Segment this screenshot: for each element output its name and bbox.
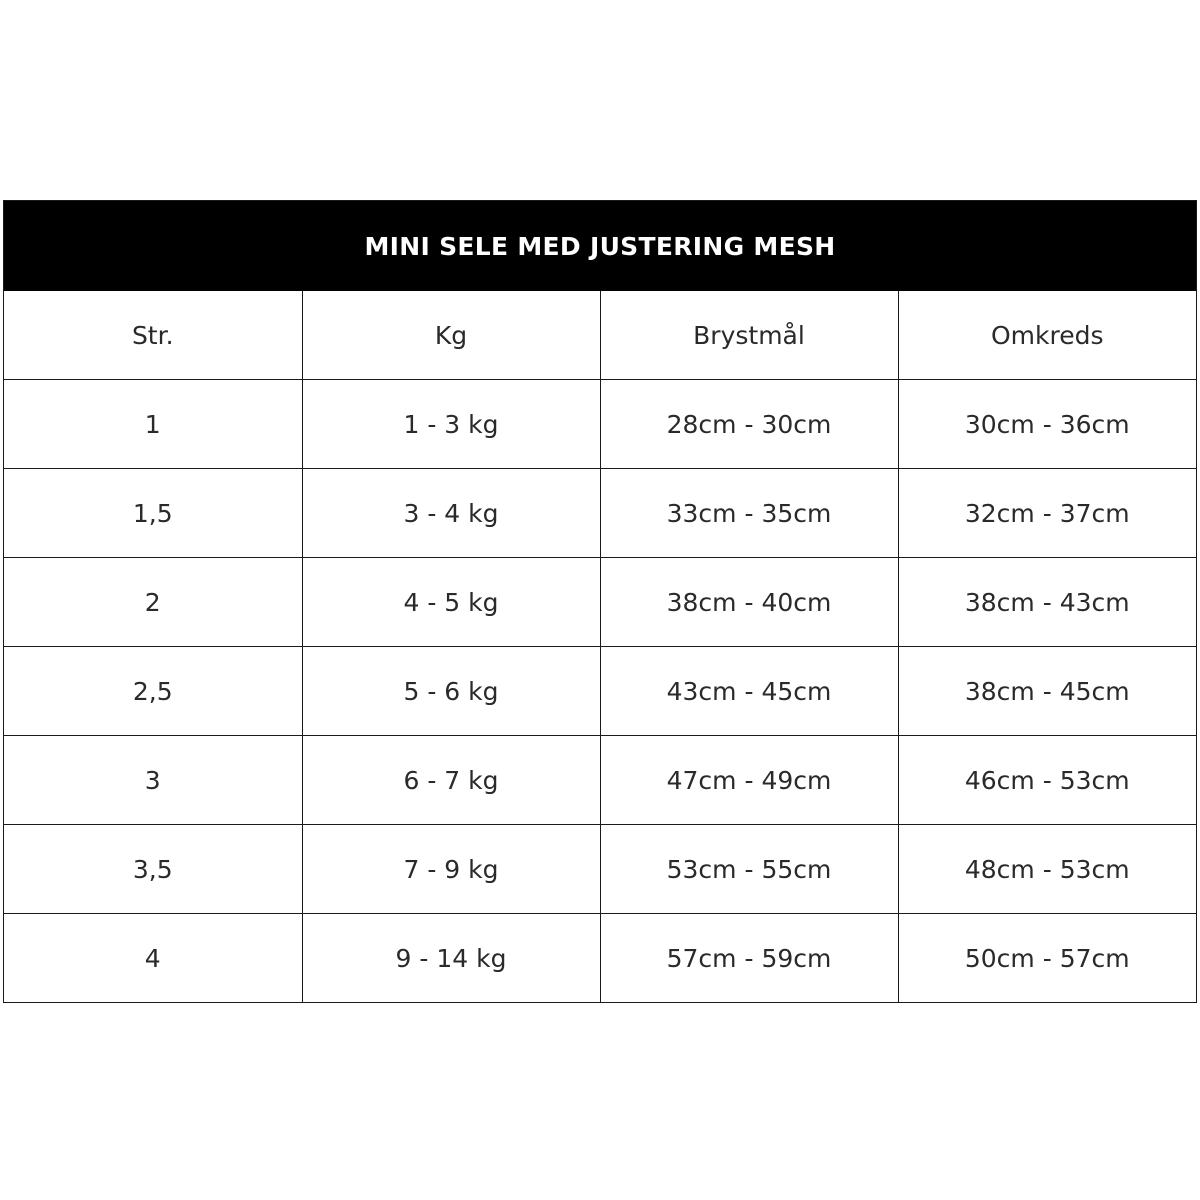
cell-weight: 3 - 4 kg xyxy=(302,469,600,558)
cell-girth: 32cm - 37cm xyxy=(898,469,1196,558)
cell-girth: 46cm - 53cm xyxy=(898,736,1196,825)
cell-size: 4 xyxy=(4,914,302,1003)
cell-chest: 53cm - 55cm xyxy=(600,825,898,914)
table-row xyxy=(4,647,1196,736)
table-header-row xyxy=(4,291,1196,380)
column-header-size: Str. xyxy=(131,320,174,350)
chart-title: MINI SELE MED JUSTERING MESH xyxy=(4,201,1196,291)
table-row xyxy=(4,469,1196,558)
cell-chest: 38cm - 40cm xyxy=(600,558,898,647)
table-row xyxy=(4,558,1196,647)
cell-size: 3,5 xyxy=(4,825,302,914)
cell-weight: 6 - 7 kg xyxy=(302,736,600,825)
cell-chest: 57cm - 59cm xyxy=(600,914,898,1003)
cell-size: 2 xyxy=(4,558,302,647)
table-row xyxy=(4,380,1196,469)
cell-weight: 5 - 6 kg xyxy=(302,647,600,736)
cell-size: 1,5 xyxy=(4,469,302,558)
cell-chest: 28cm - 30cm xyxy=(600,380,898,469)
cell-chest: 47cm - 49cm xyxy=(600,736,898,825)
cell-size: 1 xyxy=(4,380,302,469)
cell-girth: 30cm - 36cm xyxy=(898,380,1196,469)
table-row xyxy=(4,825,1196,914)
size-table xyxy=(4,291,1196,1002)
size-chart xyxy=(3,200,1197,1003)
cell-chest: 43cm - 45cm xyxy=(600,647,898,736)
cell-weight: 7 - 9 kg xyxy=(302,825,600,914)
cell-girth: 48cm - 53cm xyxy=(898,825,1196,914)
cell-girth: 38cm - 43cm xyxy=(898,558,1196,647)
cell-size: 2,5 xyxy=(4,647,302,736)
cell-size: 3 xyxy=(4,736,302,825)
column-header-girth: Omkreds xyxy=(898,291,1196,380)
cell-weight: 4 - 5 kg xyxy=(302,558,600,647)
cell-chest: 33cm - 35cm xyxy=(600,469,898,558)
column-header-weight: Kg xyxy=(302,291,600,380)
cell-girth: 50cm - 57cm xyxy=(898,914,1196,1003)
cell-girth: 38cm - 45cm xyxy=(898,647,1196,736)
cell-weight: 9 - 14 kg xyxy=(302,914,600,1003)
table-row xyxy=(4,736,1196,825)
cell-weight: 1 - 3 kg xyxy=(302,380,600,469)
column-header-chest: Brystmål xyxy=(600,291,898,380)
table-row xyxy=(4,914,1196,1003)
